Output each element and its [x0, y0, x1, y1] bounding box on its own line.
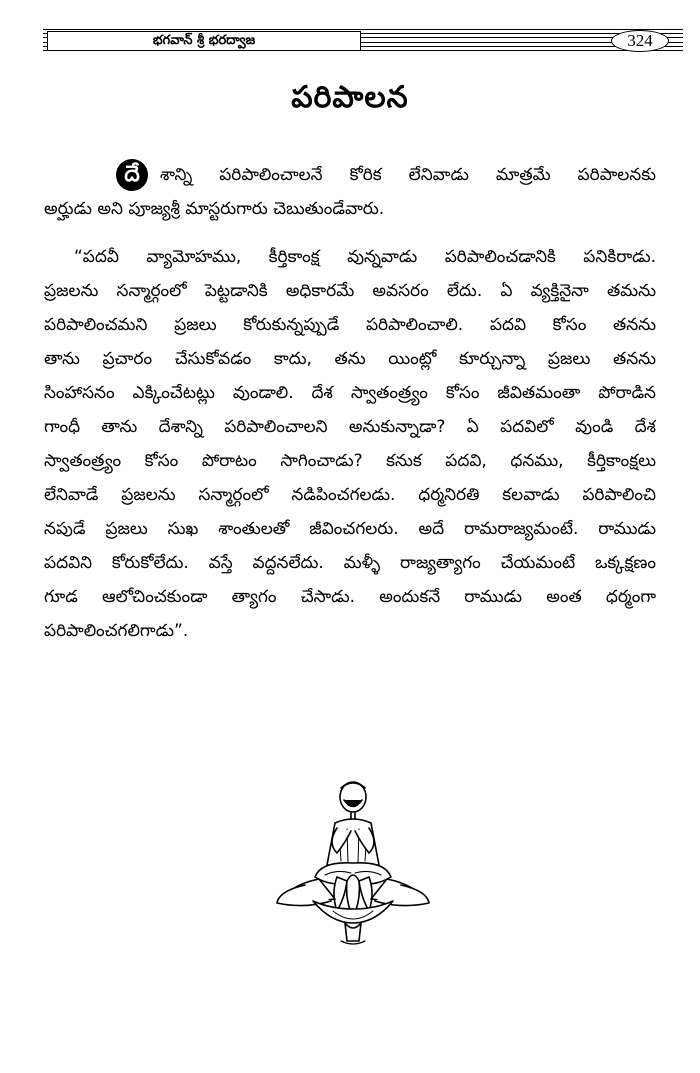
- seated-master-on-lotus-icon: [275, 773, 430, 948]
- drop-cap: దే: [116, 159, 148, 191]
- text-line: నపుడే ప్రజలు సుఖ శాంతులతో జీవించగలరు. అదే రామరాజ్యమంటే. రాముడు: [44, 519, 656, 539]
- text-line: పదవిని కోరుకోలేదు. వస్తే వద్దనలేదు. మళ్ళీ రాజ్యత్యాగం చేయమంటే ఒక్కక్షణం: [44, 553, 656, 573]
- paragraph-2: [44, 240, 656, 648]
- page-number: 324: [611, 30, 669, 52]
- text-line: స్వాతంత్ర్యం కోసం పోరాటం సాగించాడు? కనుక పదవి, ధనము, కీర్తికాంక్షలు: [44, 451, 656, 471]
- text-line: శాన్ని పరిపాలించాలనే కోరిక లేనివాడు మాత్రమే పరిపాలనకు: [160, 165, 656, 185]
- text-line: గాంధీ తాను దేశాన్ని పరిపాలించాలని అనుకున్నాడా? ఏ పదవిలో వుండి దేశ: [44, 417, 656, 437]
- paragraph-1: [44, 158, 656, 226]
- text-line: పరిపాలించగలిగాడు”.: [44, 621, 189, 641]
- header-rule: [43, 29, 683, 30]
- text-line: గూడ ఆలోచించకుండా త్యాగం చేసాడు. అందుకనే రాముడు అంత ధర్మంగా: [44, 587, 656, 607]
- running-header: [43, 26, 683, 54]
- text-line: “పదవీ వ్యామోహము, కీర్తికాంక్ష వున్నవాడు పరిపాలించడానికి పనికిరాడు.: [74, 247, 656, 267]
- text-line: తాను ప్రచారం చేసుకోవడం కాదు, తను యింట్లో కూర్చున్నా ప్రజలు తనను: [44, 349, 656, 369]
- text-line: పరిపాలించమని ప్రజలు కోరుకున్నప్పుడే పరిపాలించాలి. పదవి కోసం తనను: [44, 315, 656, 335]
- chapter-title: పరిపాలన: [291, 80, 409, 115]
- text-line: లేనివాడే ప్రజలను సన్మార్గంలో నడిపించగలడు. ధర్మనిరతి కలవాడు పరిపాలించి: [44, 485, 656, 505]
- text-line: సింహాసనం ఎక్కించేటట్లు వుండాలి. దేశ స్వాతంత్ర్యం కోసం జీవితమంతా పోరాడిన: [44, 383, 656, 403]
- text-line: అర్హుడు అని పూజ్యశ్రీ మాస్టరుగారు చెబుతుండేవారు.: [44, 199, 385, 219]
- text-line: ప్రజలను సన్మార్గంలో పెట్టడానికి అధికారమే అవసరం లేదు. ఏ వ్యక్తినైనా తమను: [44, 281, 656, 301]
- book-title: భగవాన్ శ్రీ భరద్వాజ: [47, 31, 361, 51]
